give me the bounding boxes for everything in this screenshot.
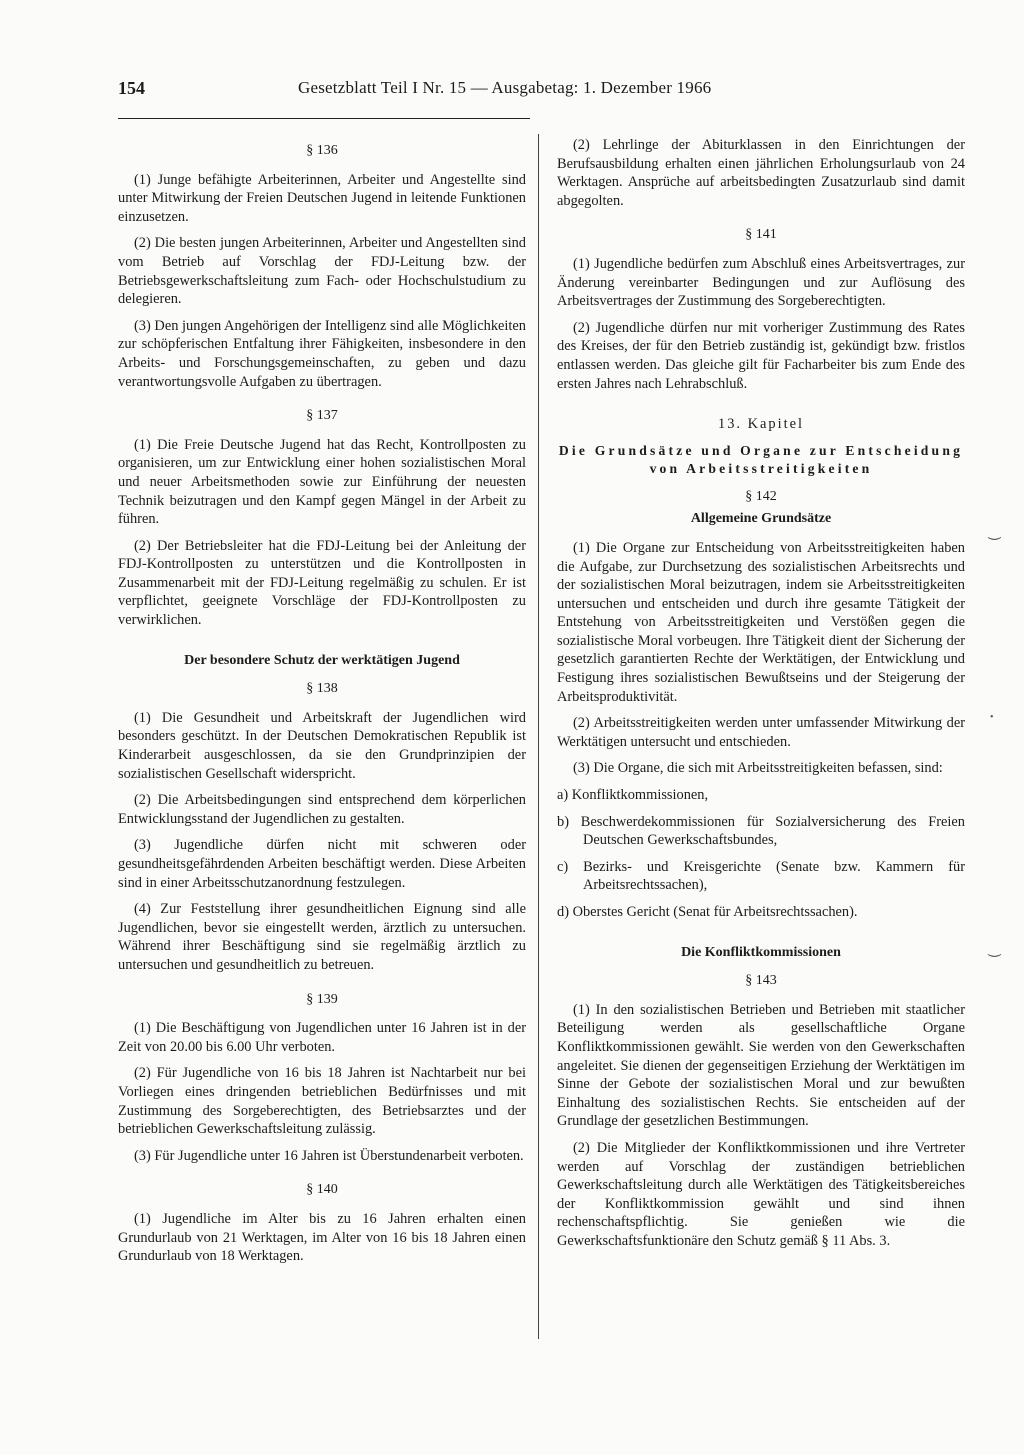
header-rule [118,118,530,119]
margin-mark: ⏝ [988,525,1002,540]
section-140-title: § 140 [306,1182,338,1198]
section-137-paragraph-2: (2) Der Betriebsleiter hat die FDJ-Leitung bei der Anleitung der FDJ-Kontrollposten zu unterstützen und die Kontrollposten in Zusammenarbeit mit der FDJ-Leitung regelmäßig zu schulen. Er ist verpflichtet, geeignete Vorschläge der FDJ-Kontrollposten zu verwirklichen. [118,537,526,629]
section-142-title: § 142 [745,488,777,504]
page-header [118,78,712,118]
chapter-label: 13. Kapitel [718,416,804,433]
section-143-title: § 143 [745,973,777,989]
section-139-title: § 139 [306,991,338,1007]
section-138-paragraph-2: (2) Die Arbeitsbedingungen sind entsprechend dem körperlichen Entwicklungsstand der Jugendlichen zu gestalten. [118,792,526,827]
column-divider [538,134,539,1339]
organ-list-item: b) Beschwerdekommissionen für Sozialversicherung des Freien Deutschen Gewerkschaftsbundes, [557,813,965,849]
section-142-heading: Allgemeine Grundsätze [690,511,832,527]
section-141-paragraph-2: (2) Jugendliche dürfen nur mit vorheriger Zustimmung des Rates des Kreises, der für den Betrieb zuständig ist, gekündigt bzw. fristlos entlassen werden. Das gleiche gilt für Facharbeiter bis zum Ende des ersten Jahres nach Lehrabschluß. [557,319,965,392]
page-number: 154 [118,78,145,98]
section-139-paragraph-1: (1) Die Beschäftigung von Jugendlichen unter 16 Jahren ist in der Zeit von 20.00 bis 6.00 Uhr verboten. [118,1020,526,1055]
section-138-paragraph-3: (3) Jugendliche dürfen nicht mit schweren oder gesundheitsgefährdenden Arbeiten beschäftigt werden. Diese Arbeiten sind in einer Arbeitsschutzanordnung festzulegen. [118,837,526,891]
section-136-paragraph-3: (3) Den jungen Angehörigen der Intelligenz sind alle Möglichkeiten zur schöpferischen Entfaltung ihrer Fähigkeiten, insbesondere in den Arbeits- und Forschungsgemeinschaften, zu geben und dazu verantwortungsvolle Aufgaben zu übertragen. [118,317,526,390]
margin-mark: • [990,712,994,723]
section-140-paragraph-1: (1) Jugendliche im Alter bis zu 16 Jahren erhalten einen Grundurlaub von 21 Werktagen, im Alter von 16 bis 18 Jahren einen Grundurlaub von 18 Werktagen. [118,1210,526,1265]
section-136-title: § 136 [306,143,338,158]
section-136-paragraph-1: (1) Junge befähigte Arbeiterinnen, Arbeiter und Angestellte sind unter Mitwirkung der Freien Deutschen Jugend in leitende Funktionen einzusetzen. [118,171,526,225]
left-column [118,134,526,1349]
section-137-paragraph-1: (1) Die Freie Deutsche Jugend hat das Recht, Kontrollposten zu organisieren, um zur Entwicklung einer hohen sozialistischen Moral und neuer Arbeitsmethoden sowie zur Einführung der neuesten Technik beizutragen und den Kampf gegen Mängel in der Arbeit zu führen. [118,436,526,528]
section-137-title: § 137 [306,408,338,424]
section-141-title: § 141 [745,227,777,243]
section-136-paragraph-2: (2) Die besten jungen Arbeiterinnen, Arbeiter und Angestellten sind vom Betrieb auf Vorschlag der FDJ-Leitung bzw. der Betriebsgewerkschaftsleitung zum Fach- oder Hochschulstudium zu delegieren. [118,235,526,308]
section-142-paragraph-1: (1) Die Organe zur Entscheidung von Arbeitsstreitigkeiten haben die Aufgabe, zur Durchsetzung des sozialistischen Arbeitsrechts und der sozialistischen Moral beizutragen, indem sie Arbeitsstreitigkeiten untersuchen und entscheiden und durch ihre gesamte Tätigkeit der Entstehung von Arbeitsstreitigkeiten und Verstößen gegen die sozialistische Moral vorbeugen. Ihre Tätigkeit dient der Sicherung der gesetzlich garantierten Rechte der Werktätigen, der Entwicklung und Festigung ihres sozialistischen Bewußtseins und der Steigerung der Arbeitsproduktivität. [557,539,965,705]
margin-mark: ⏝ [988,942,1002,957]
organ-list-item: a) Konfliktkommissionen, [557,787,709,804]
organ-list-item: c) Bezirks- und Kreisgerichte (Senate bzw. Kammern für Arbeitsrechtssachen), [557,858,965,894]
section-142-paragraph-3: (3) Die Organe, die sich mit Arbeitsstreitigkeiten befassen, sind: [573,760,943,777]
heading-conflict-commissions: Die Konfliktkommissionen [681,944,841,960]
publication-title: Gesetzblatt Teil I Nr. 15 — Ausgabetag: 1. Dezember 1966 [298,78,712,97]
section-138-paragraph-4: (4) Zur Feststellung ihrer gesundheitlichen Eignung sind alle Jugendlichen, bevor sie eingestellt werden, ärztlich zu untersuchen. Während ihrer Beschäftigung sind sie regelmäßig ärztlich zu untersuchen und gesundheitlich zu betreuen. [118,901,526,973]
section-141-paragraph-1: (1) Jugendliche bedürfen zum Abschluß eines Arbeitsvertrages, zur Änderung vereinbarter Bedingungen und zur Auflösung des Arbeitsvertrages der Zustimmung des Sorgeberechtigten. [557,255,965,310]
section-142-paragraph-2: (2) Arbeitsstreitigkeiten werden unter umfassender Mitwirkung der Werktätigen untersucht und entschieden. [557,715,965,750]
section-138-title: § 138 [306,681,338,697]
heading-youth-protection: Der besondere Schutz der werktätigen Jugend [184,652,460,668]
section-139-paragraph-2: (2) Für Jugendliche von 16 bis 18 Jahren ist Nachtarbeit nur bei Vorliegen eines dringenden betrieblichen Bedürfnisses und mit Zustimmung des Sorgeberechtigten, des Betriebsarztes und der betrieblichen Gewerkschaftsleitung zulässig. [118,1065,526,1138]
section-140-paragraph-2: (2) Lehrlinge der Abiturklassen in den Einrichtungen der Berufsausbildung erhalten einen jährlichen Erholungsurlaub von 24 Werktagen. Ansprüche auf arbeitsbedingten Zusatzurlaub sind damit abgegolten. [557,137,965,209]
right-column [557,134,965,1349]
section-138-paragraph-1: (1) Die Gesundheit und Arbeitskraft der Jugendlichen wird besonders geschützt. In der Deutschen Demokratischen Republik ist Kinderarbeit ausgeschlossen, da sie den Grundprinzipien der sozialistischen Gesellschaft widerspricht. [118,709,526,782]
section-143-paragraph-2: (2) Die Mitglieder der Konfliktkommissionen und ihre Vertreter werden auf Vorschlag der zuständigen betrieblichen Gewerkschaftsleitung durch alle Werktätigen des Tätigkeitsbereiches der Konfliktkommission gewählt und sind ihnen rechenschaftspflichtig. Sie genießen wie die Gewerkschaftsfunktionäre den Schutz gemäß § 11 Abs. 3. [557,1139,965,1249]
section-143-paragraph-1: (1) In den sozialistischen Betrieben und Betrieben mit staatlicher Beteiligung werden als gesellschaftliche Organe Konfliktkommissionen gewählt. Sie werden von den Gewerkschaften angeleitet. Sie dienen der gegenseitigen Erziehung der Werktätigen im Sinne der Gebote der sozialistischen Moral und zur bewußten Einhaltung des sozialistischen Rechts. Sie entscheiden auf der Grundlage der gesetzlichen Bestimmungen. [557,1001,965,1130]
chapter-title: Die Grundsätze und Organe zur Entscheidung von Arbeitsstreitigkeiten [558,442,964,476]
organ-list-item: d) Oberstes Gericht (Senat für Arbeitsrechtssachen). [557,904,858,920]
section-139-paragraph-3: (3) Für Jugendliche unter 16 Jahren ist Überstundenarbeit verboten. [134,1147,524,1164]
